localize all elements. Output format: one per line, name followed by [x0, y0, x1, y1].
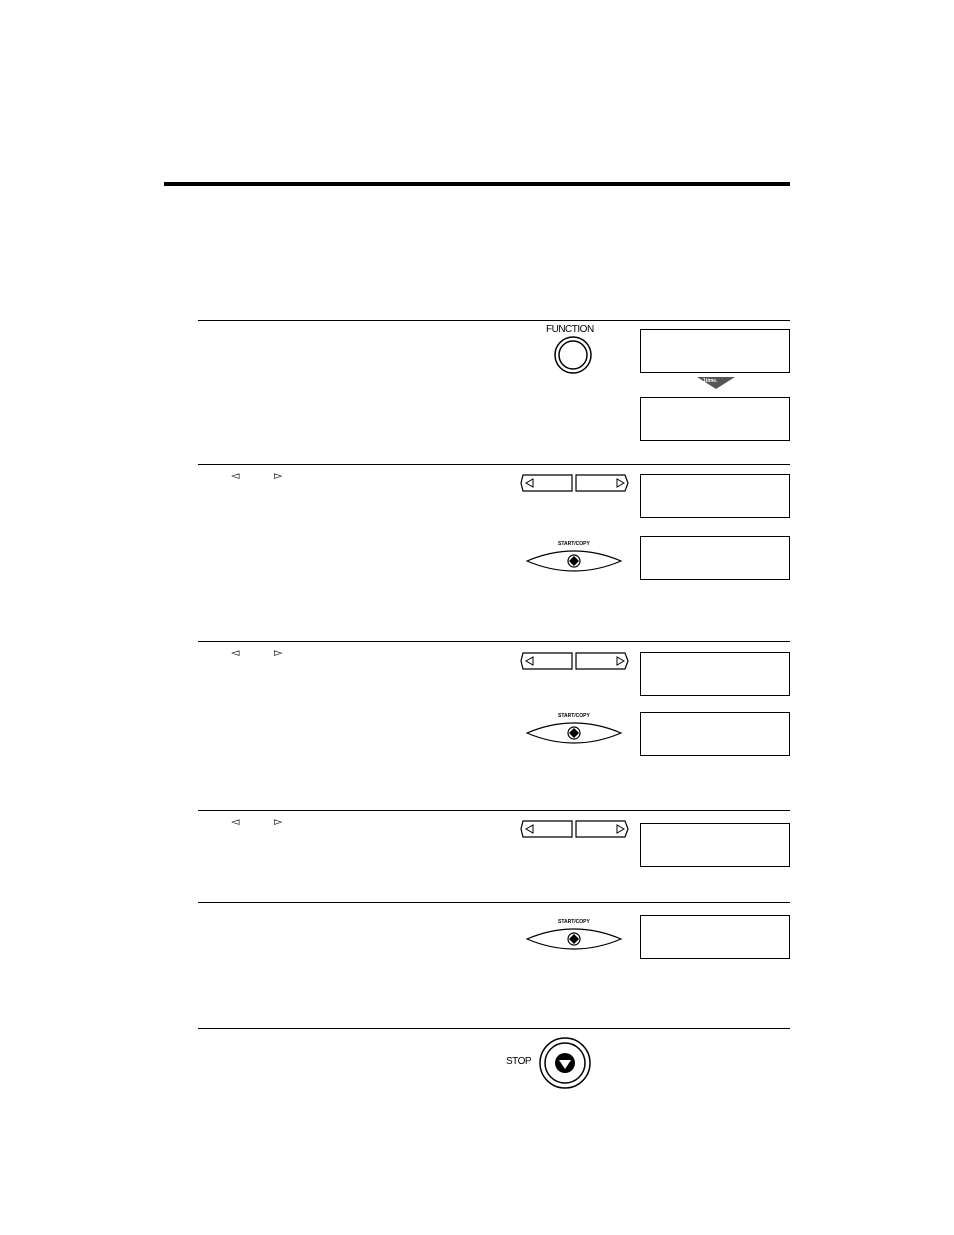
stop-button[interactable] — [506, 1036, 596, 1090]
function-button-label: FUNCTION — [546, 324, 594, 335]
right-arrow-icon: ▻ — [274, 469, 283, 482]
lcd-display-4 — [640, 823, 790, 867]
arrow-keys-pad-icon[interactable] — [520, 651, 630, 671]
step-2-divider — [198, 464, 790, 465]
arrow-keys-pad-icon[interactable] — [520, 473, 630, 493]
start-copy-label: START/COPY — [558, 713, 590, 719]
function-circle-icon — [553, 336, 593, 376]
lcd-display-1b — [640, 397, 790, 441]
step-3-divider — [198, 641, 790, 642]
header-rule — [164, 182, 790, 186]
start-copy-button[interactable] — [524, 918, 624, 954]
times-badge-label: 1time. — [703, 378, 718, 384]
start-diamond-icon — [524, 718, 624, 748]
left-arrow-icon: ◅ — [231, 815, 240, 828]
start-copy-label: START/COPY — [558, 541, 590, 547]
step-6-divider — [198, 1028, 790, 1029]
right-arrow-icon: ▻ — [274, 646, 283, 659]
left-arrow-icon: ◅ — [231, 469, 240, 482]
start-diamond-icon — [524, 924, 624, 954]
lcd-display-5 — [640, 915, 790, 959]
stop-circle-icon — [538, 1036, 592, 1090]
step-4-divider — [198, 810, 790, 811]
right-arrow-icon: ▻ — [274, 815, 283, 828]
start-copy-button[interactable] — [524, 712, 624, 748]
step-1-divider — [198, 320, 790, 321]
start-copy-label: START/COPY — [558, 919, 590, 925]
times-badge — [697, 376, 735, 390]
lcd-display-1a — [640, 329, 790, 373]
lcd-display-3a — [640, 652, 790, 696]
start-copy-button[interactable] — [524, 540, 624, 576]
left-arrow-icon: ◅ — [231, 646, 240, 659]
arrow-keys-pad-icon[interactable] — [520, 819, 630, 839]
stop-button-label: STOP — [506, 1056, 532, 1067]
step-5-divider — [198, 902, 790, 903]
start-diamond-icon — [524, 546, 624, 576]
lcd-display-2b — [640, 536, 790, 580]
function-button[interactable] — [540, 322, 606, 376]
lcd-display-3b — [640, 712, 790, 756]
lcd-display-2a — [640, 474, 790, 518]
